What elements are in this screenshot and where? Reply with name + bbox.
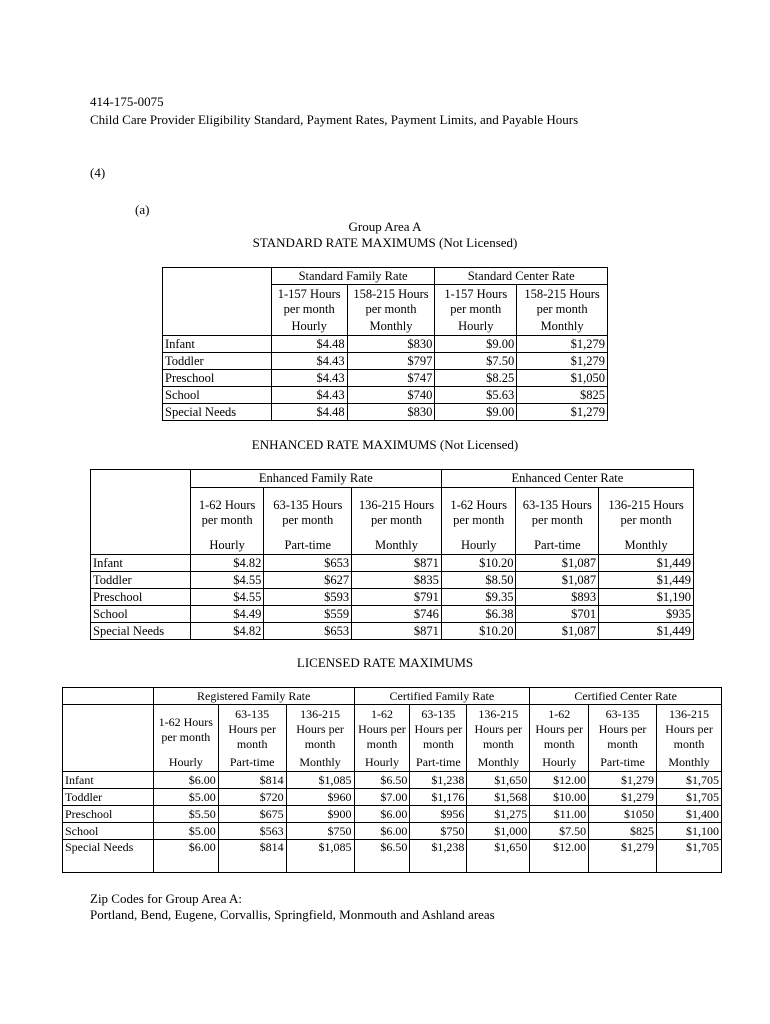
rate-cell: $814	[218, 840, 286, 873]
group-header: Certified Family Rate	[354, 688, 530, 705]
rate-cell: $835	[352, 572, 442, 589]
rate-cell: $7.00	[354, 789, 410, 806]
rate-cell: $7.50	[530, 823, 589, 840]
rate-cell: $653	[264, 623, 352, 640]
rate-cell: $627	[264, 572, 352, 589]
rate-cell: $1,449	[599, 623, 694, 640]
table-row	[63, 772, 722, 789]
licensed-rate-table	[62, 687, 722, 873]
rate-cell: $871	[352, 555, 442, 572]
rate-cell: $893	[516, 589, 599, 606]
table-row	[163, 387, 608, 404]
rate-cell: $6.50	[354, 840, 410, 873]
rate-cell: $675	[218, 806, 286, 823]
rate-cell: $1,279	[589, 840, 657, 873]
hours-header: 136-215 Hours per month	[286, 705, 354, 755]
rate-cell: $814	[218, 772, 286, 789]
group-header: Enhanced Center Rate	[441, 470, 693, 488]
rate-cell: $1,449	[599, 572, 694, 589]
unit-header: Hourly	[435, 319, 517, 336]
row-label: Preschool	[91, 589, 191, 606]
row-label: School	[63, 823, 154, 840]
row-label: Special Needs	[63, 840, 154, 873]
hours-header: 1-62 Hours per month	[354, 705, 410, 755]
unit-header: Monthly	[599, 538, 694, 555]
table-row	[163, 353, 608, 370]
rate-cell: $1,087	[516, 623, 599, 640]
rate-cell: $701	[516, 606, 599, 623]
hours-header: 63-135 Hours per month	[589, 705, 657, 755]
rate-cell: $6.00	[354, 806, 410, 823]
group-header: Enhanced Family Rate	[190, 470, 441, 488]
rate-cell: $4.48	[271, 404, 347, 421]
rate-cell: $1,650	[467, 772, 530, 789]
group-header: Standard Family Rate	[271, 268, 435, 285]
rate-cell: $4.43	[271, 353, 347, 370]
hours-header: 63-135 Hours per month	[218, 705, 286, 755]
licensed-table-title: LICENSED RATE MAXIMUMS	[296, 655, 474, 670]
table-row	[91, 555, 694, 572]
hours-header: 136-215 Hours per month	[599, 488, 694, 538]
rate-cell: $653	[264, 555, 352, 572]
rate-cell: $6.00	[153, 840, 218, 873]
enhanced-rate-table	[90, 469, 694, 640]
row-label: Toddler	[63, 789, 154, 806]
rate-cell: $1,087	[516, 555, 599, 572]
rate-cell: $5.00	[153, 823, 218, 840]
row-label: School	[163, 387, 272, 404]
hours-header: 1-62 Hours per month	[190, 488, 264, 538]
rate-cell: $750	[410, 823, 467, 840]
rate-cell: $1,190	[599, 589, 694, 606]
row-label: Infant	[163, 336, 272, 353]
rate-cell: $1,705	[657, 789, 722, 806]
unit-header: Monthly	[347, 319, 435, 336]
unit-header: Hourly	[354, 755, 410, 772]
hours-header: 1-62 Hours per month	[530, 705, 589, 755]
unit-header: Monthly	[286, 755, 354, 772]
row-label: Infant	[91, 555, 191, 572]
table-row	[163, 336, 608, 353]
unit-header: Part-time	[218, 755, 286, 772]
rate-cell: $746	[352, 606, 442, 623]
corner-cell	[63, 755, 154, 772]
rate-cell: $1,279	[589, 772, 657, 789]
unit-header: Monthly	[517, 319, 608, 336]
group-header: Certified Center Rate	[530, 688, 722, 705]
unit-header: Monthly	[657, 755, 722, 772]
unit-header: Hourly	[530, 755, 589, 772]
rate-cell: $1,238	[410, 840, 467, 873]
rate-cell: $1,279	[517, 353, 608, 370]
row-label: Toddler	[91, 572, 191, 589]
rate-cell: $740	[347, 387, 435, 404]
rate-cell: $825	[517, 387, 608, 404]
rate-cell: $559	[264, 606, 352, 623]
hours-header: 1-157 Hours per month	[435, 285, 517, 319]
hours-header: 136-215 Hours per month	[467, 705, 530, 755]
hours-header: 136-215 Hours per month	[352, 488, 442, 538]
rate-cell: $1,449	[599, 555, 694, 572]
rate-cell: $871	[352, 623, 442, 640]
rate-cell: $1,705	[657, 772, 722, 789]
rate-cell: $1,085	[286, 772, 354, 789]
rate-cell: $1,705	[657, 840, 722, 873]
table-row	[63, 840, 722, 873]
hours-header: 158-215 Hours per month	[517, 285, 608, 319]
table-row	[163, 404, 608, 421]
rate-cell: $6.50	[354, 772, 410, 789]
rate-cell: $6.00	[153, 772, 218, 789]
group-area-title: Group Area A	[348, 219, 422, 234]
group-header: Standard Center Rate	[435, 268, 608, 285]
rate-cell: $593	[264, 589, 352, 606]
row-label: Special Needs	[91, 623, 191, 640]
rate-cell: $1050	[589, 806, 657, 823]
rate-cell: $4.43	[271, 387, 347, 404]
rate-cell: $1,650	[467, 840, 530, 873]
table-row	[63, 806, 722, 823]
table-row	[91, 606, 694, 623]
subsection-number: (a)	[135, 202, 150, 217]
rate-cell: $10.20	[441, 623, 516, 640]
rate-cell: $830	[347, 404, 435, 421]
rate-cell: $750	[286, 823, 354, 840]
row-label: Toddler	[163, 353, 272, 370]
rate-cell: $4.55	[190, 589, 264, 606]
rate-cell: $9.00	[435, 336, 517, 353]
corner-cell	[163, 268, 272, 336]
unit-header: Part-time	[589, 755, 657, 772]
rate-cell: $8.50	[441, 572, 516, 589]
unit-header: Part-time	[410, 755, 467, 772]
rate-cell: $1,279	[589, 789, 657, 806]
hours-header: 63-135 Hours per month	[264, 488, 352, 538]
table-row	[63, 789, 722, 806]
standard-table-title: STANDARD RATE MAXIMUMS (Not Licensed)	[252, 235, 518, 250]
corner-cell	[63, 705, 154, 755]
rate-cell: $6.00	[354, 823, 410, 840]
rate-cell: $1,275	[467, 806, 530, 823]
corner-cell	[63, 688, 154, 705]
rate-cell: $1,000	[467, 823, 530, 840]
rule-title: Child Care Provider Eligibility Standard, Payment Rates, Payment Limits, and Payable Hours	[90, 112, 579, 127]
unit-header: Monthly	[467, 755, 530, 772]
zip-codes-title: Zip Codes for Group Area A:	[90, 891, 243, 906]
rate-cell: $5.00	[153, 789, 218, 806]
unit-header: Part-time	[516, 538, 599, 555]
row-label: School	[91, 606, 191, 623]
rate-cell: $4.48	[271, 336, 347, 353]
table-row	[91, 589, 694, 606]
row-label: Infant	[63, 772, 154, 789]
rate-cell: $11.00	[530, 806, 589, 823]
zip-codes-areas: Portland, Bend, Eugene, Corvallis, Springfield, Monmouth and Ashland areas	[90, 907, 495, 922]
rate-cell: $4.55	[190, 572, 264, 589]
rate-cell: $1,400	[657, 806, 722, 823]
section-number: (4)	[90, 165, 106, 180]
rate-cell: $960	[286, 789, 354, 806]
rate-cell: $791	[352, 589, 442, 606]
rate-cell: $1,085	[286, 840, 354, 873]
rate-cell: $1,279	[517, 336, 608, 353]
rate-cell: $9.00	[435, 404, 517, 421]
rate-cell: $935	[599, 606, 694, 623]
rate-cell: $12.00	[530, 840, 589, 873]
hours-header: 1-62 Hours per month	[441, 488, 516, 538]
enhanced-table-title: ENHANCED RATE MAXIMUMS (Not Licensed)	[251, 437, 519, 452]
rate-cell: $4.82	[190, 623, 264, 640]
table-row	[163, 370, 608, 387]
rate-cell: $1,050	[517, 370, 608, 387]
rate-cell: $9.35	[441, 589, 516, 606]
table-row	[91, 572, 694, 589]
rate-cell: $1,100	[657, 823, 722, 840]
rate-cell: $797	[347, 353, 435, 370]
hours-header: 1-157 Hours per month	[271, 285, 347, 319]
rate-cell: $1,238	[410, 772, 467, 789]
rate-cell: $747	[347, 370, 435, 387]
rate-cell: $956	[410, 806, 467, 823]
rate-cell: $4.43	[271, 370, 347, 387]
rate-cell: $563	[218, 823, 286, 840]
row-label: Preschool	[163, 370, 272, 387]
rate-cell: $1,279	[517, 404, 608, 421]
rate-cell: $10.00	[530, 789, 589, 806]
hours-header: 63-135 Hours per month	[516, 488, 599, 538]
standard-rate-table	[162, 267, 608, 421]
row-label: Special Needs	[163, 404, 272, 421]
group-header: Registered Family Rate	[153, 688, 354, 705]
rate-cell: $10.20	[441, 555, 516, 572]
rate-cell: $5.50	[153, 806, 218, 823]
unit-header: Hourly	[271, 319, 347, 336]
rate-cell: $7.50	[435, 353, 517, 370]
unit-header: Hourly	[153, 755, 218, 772]
rate-cell: $825	[589, 823, 657, 840]
rate-cell: $6.38	[441, 606, 516, 623]
rate-cell: $4.82	[190, 555, 264, 572]
unit-header: Hourly	[441, 538, 516, 555]
rate-cell: $720	[218, 789, 286, 806]
hours-header: 158-215 Hours per month	[347, 285, 435, 319]
rate-cell: $4.49	[190, 606, 264, 623]
unit-header: Hourly	[190, 538, 264, 555]
rate-cell: $12.00	[530, 772, 589, 789]
table-row	[91, 623, 694, 640]
rate-cell: $900	[286, 806, 354, 823]
row-label: Preschool	[63, 806, 154, 823]
rate-cell: $1,568	[467, 789, 530, 806]
rate-cell: $8.25	[435, 370, 517, 387]
rate-cell: $830	[347, 336, 435, 353]
unit-header: Part-time	[264, 538, 352, 555]
rate-cell: $1,176	[410, 789, 467, 806]
hours-header: 1-62 Hours per month	[153, 705, 218, 755]
hours-header: 136-215 Hours per month	[657, 705, 722, 755]
rate-cell: $1,087	[516, 572, 599, 589]
corner-cell	[91, 470, 191, 555]
rate-cell: $5.63	[435, 387, 517, 404]
unit-header: Monthly	[352, 538, 442, 555]
hours-header: 63-135 Hours per month	[410, 705, 467, 755]
rule-number: 414-175-0075	[90, 94, 164, 109]
table-row	[63, 823, 722, 840]
